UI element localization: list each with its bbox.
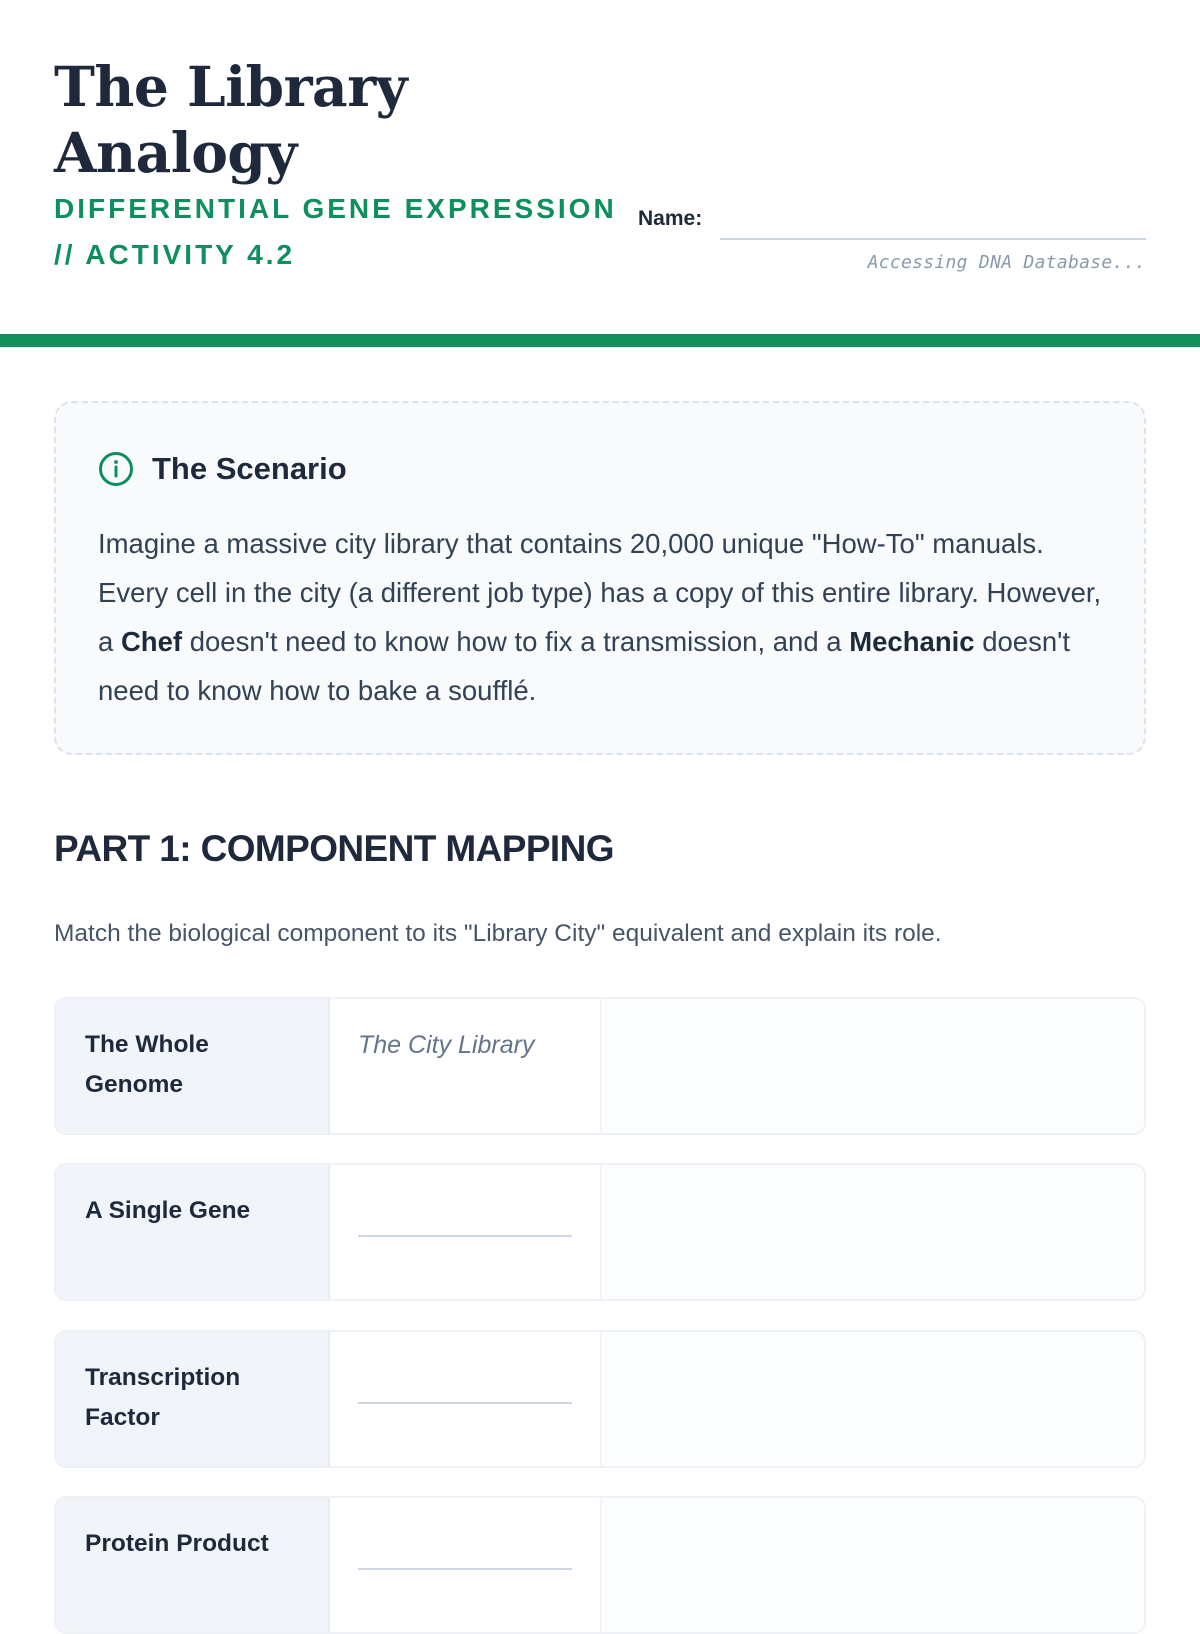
role-answer-field[interactable] [602,999,1144,1133]
scenario-box [54,401,1146,755]
equivalent-cell [330,1165,602,1299]
component-cell [56,1498,330,1632]
name-field[interactable] [720,200,1146,240]
part-1-instructions: Match the biological component to its "Library City" equivalent and explain its role. [54,920,942,947]
role-answer-field[interactable] [602,1332,1144,1466]
equivalent-answer-field[interactable] [358,1199,572,1237]
scenario-text-part-3: doesn't need to know how to bake a soufflé. [98,626,1071,706]
subtitle-line-2: // ACTIVITY 4.2 [54,239,296,270]
worksheet-header [0,0,1200,334]
component-label: A Single Gene [85,1197,251,1224]
status-text: Accessing DNA Database... [867,252,1146,273]
role-cell [602,1165,1144,1299]
scenario-text [98,519,1108,715]
title-line-2: Analogy [54,120,297,185]
activity-subtitle [54,186,634,278]
mapping-row [54,997,1146,1135]
equivalent-answer-field[interactable] [358,1532,572,1570]
header-divider [0,334,1200,347]
part-1-title: PART 1: COMPONENT MAPPING [54,828,614,869]
subtitle-line-1: DIFFERENTIAL GENE EXPRESSION [54,193,617,224]
page-title [54,54,614,186]
equivalent-example-text: The City Library [358,1031,535,1059]
component-label: The Whole Genome [85,1031,209,1098]
component-label: Transcription Factor [85,1364,241,1431]
mapping-row [54,1496,1146,1634]
title-line-1: The Library [54,54,408,119]
role-cell [602,999,1144,1133]
role-cell [602,1332,1144,1466]
scenario-text-part-1: Imagine a massive city library that contains 20,000 unique "How-To" manuals. Every cell in the city (a different job type) has a copy of this entire library. However, a [98,528,1102,657]
scenario-text-part-2: doesn't need to know how to fix a transmission, and a [182,626,850,657]
component-cell [56,999,330,1133]
scenario-bold-chef: Chef [120,626,183,657]
role-cell [602,1498,1144,1632]
role-answer-field[interactable] [602,1165,1144,1299]
info-circle-icon [98,451,134,487]
equivalent-cell [330,1332,602,1466]
equivalent-answer-field[interactable] [358,1366,572,1404]
name-label: Name: [638,207,703,230]
mapping-row [54,1330,1146,1468]
component-cell [56,1332,330,1466]
equivalent-cell [330,999,602,1133]
mapping-row [54,1163,1146,1301]
role-answer-field[interactable] [602,1498,1144,1632]
scenario-title: The Scenario [152,451,347,486]
equivalent-cell [330,1498,602,1632]
component-label: Protein Product [85,1530,269,1557]
component-cell [56,1165,330,1299]
scenario-bold-mechanic: Mechanic [849,626,975,657]
